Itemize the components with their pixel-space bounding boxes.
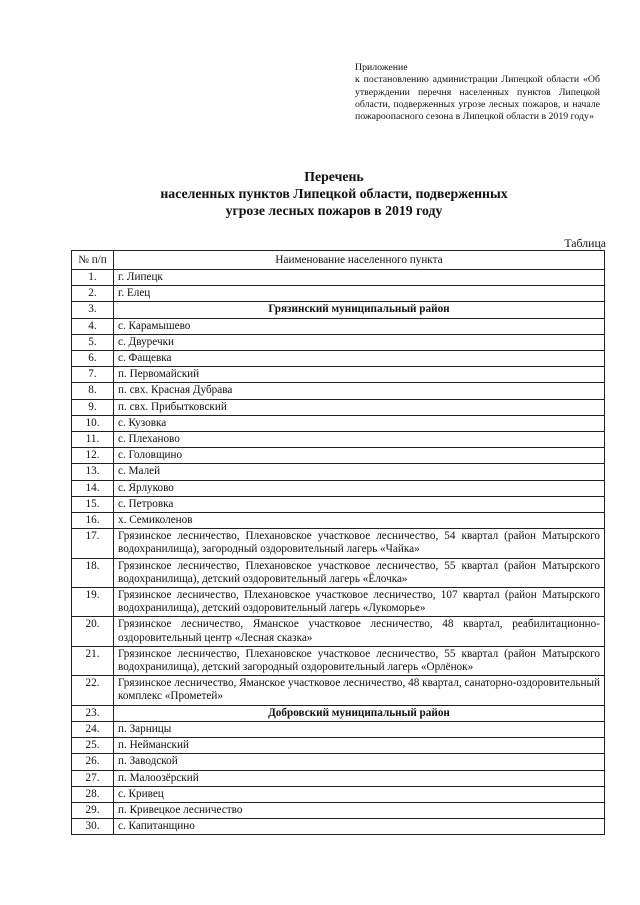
table-row: [72, 464, 605, 480]
row-number: 20.: [72, 617, 114, 646]
row-number: 5.: [72, 334, 114, 350]
settlement-name: с. Ярлуково: [114, 480, 605, 496]
settlement-name: п. Заводской: [114, 754, 605, 770]
settlement-name: п. свх. Прибытковский: [114, 399, 605, 415]
settlement-name: г. Липецк: [114, 270, 605, 286]
settlement-name: с. Плеханово: [114, 432, 605, 448]
table-row: [72, 529, 605, 558]
settlements-table: [71, 250, 605, 835]
row-number: 9.: [72, 399, 114, 415]
table-row: [72, 819, 605, 835]
table-row: [72, 721, 605, 737]
table-row: [72, 318, 605, 334]
table-row: [72, 415, 605, 431]
row-number: 18.: [72, 558, 114, 587]
settlement-name: Грязинское лесничество, Яманское участковое лесничество, 48 квартал, реабилитационно-оздоровительный центр «Лесная сказка»: [114, 617, 605, 646]
row-number: 23.: [72, 705, 114, 721]
settlement-name: п. Малоозёрский: [114, 770, 605, 786]
settlement-name: г. Елец: [114, 286, 605, 302]
settlement-name: с. Капитанщино: [114, 819, 605, 835]
document-title: [60, 168, 608, 219]
settlement-name: п. Кривецкое лесничество: [114, 802, 605, 818]
table-row: [72, 738, 605, 754]
table-row: [72, 676, 605, 705]
appendix-text: к постановлению администрации Липецкой области «Об утверждении перечня населенных пунктов Липецкой области, подверженных угрозе лесных пожаров, и начале пожароопасного сезона в Липецкой области в 2019 году»: [355, 74, 600, 123]
row-number: 27.: [72, 770, 114, 786]
table-row: [72, 558, 605, 587]
row-number: 8.: [72, 383, 114, 399]
table-row: [72, 802, 605, 818]
document-title-line-1: Перечень: [304, 169, 364, 184]
settlement-name: п. свх. Красная Дубрава: [114, 383, 605, 399]
row-number: 21.: [72, 646, 114, 675]
row-number: 26.: [72, 754, 114, 770]
settlement-name: с. Малей: [114, 464, 605, 480]
table-row: [72, 754, 605, 770]
row-number: 16.: [72, 513, 114, 529]
row-number: 15.: [72, 496, 114, 512]
settlement-name: п. Нейманский: [114, 738, 605, 754]
header-name: Наименование населенного пункта: [114, 251, 605, 270]
row-number: 25.: [72, 738, 114, 754]
row-number: 11.: [72, 432, 114, 448]
settlement-name: с. Карамышево: [114, 318, 605, 334]
row-number: 29.: [72, 802, 114, 818]
document-title-line-2: населенных пунктов Липецкой области, подверженных: [160, 186, 508, 201]
appendix-block: [355, 62, 600, 123]
table-row: [72, 270, 605, 286]
settlement-name: Грязинское лесничество, Плехановское участковое лесничество, 55 квартал (район Матырского водохранилища), детский оздоровительный лагерь «Ёлочка»: [114, 558, 605, 587]
settlement-name: с. Петровка: [114, 496, 605, 512]
row-number: 10.: [72, 415, 114, 431]
table-row: [72, 513, 605, 529]
settlement-name: п. Зарницы: [114, 721, 605, 737]
table-row: [72, 786, 605, 802]
row-number: 19.: [72, 588, 114, 617]
table-row: [72, 646, 605, 675]
settlement-name: с. Головщино: [114, 448, 605, 464]
row-number: 17.: [72, 529, 114, 558]
district-row: [72, 302, 605, 318]
row-number: 6.: [72, 351, 114, 367]
settlement-name: Грязинское лесничество, Плехановское участковое лесничество, 54 квартал (район Матырского водохранилища), загородный оздоровительный лагерь «Чайка»: [114, 529, 605, 558]
table-row: [72, 448, 605, 464]
table-row: [72, 770, 605, 786]
row-number: 13.: [72, 464, 114, 480]
district-row: [72, 705, 605, 721]
settlement-name: Грязинское лесничество, Плехановское участковое лесничество, 107 квартал (район Матырского водохранилища), детский оздоровительный лагерь «Лукоморье»: [114, 588, 605, 617]
table-row: [72, 351, 605, 367]
appendix-title: Приложение: [355, 62, 408, 73]
row-number: 2.: [72, 286, 114, 302]
table-row: [72, 399, 605, 415]
row-number: 4.: [72, 318, 114, 334]
table-row: [72, 367, 605, 383]
settlement-name: с. Фащевка: [114, 351, 605, 367]
table-row: [72, 617, 605, 646]
table-row: [72, 383, 605, 399]
settlement-name: х. Семиколенов: [114, 513, 605, 529]
settlement-name: Грязинское лесничество, Яманское участковое лесничество, 48 квартал, санаторно-оздоровительный комплекс «Прометей»: [114, 676, 605, 705]
row-number: 24.: [72, 721, 114, 737]
settlement-name: с. Кривец: [114, 786, 605, 802]
table-row: [72, 588, 605, 617]
district-name: Грязинский муниципальный район: [114, 302, 605, 318]
row-number: 22.: [72, 676, 114, 705]
table-row: [72, 334, 605, 350]
row-number: 28.: [72, 786, 114, 802]
table-row: [72, 286, 605, 302]
row-number: 1.: [72, 270, 114, 286]
table-body: [72, 270, 605, 835]
row-number: 7.: [72, 367, 114, 383]
table-header-row: [72, 251, 605, 270]
district-name: Добровский муниципальный район: [114, 705, 605, 721]
row-number: 30.: [72, 819, 114, 835]
settlement-name: п. Первомайский: [114, 367, 605, 383]
row-number: 12.: [72, 448, 114, 464]
table-row: [72, 496, 605, 512]
settlement-name: с. Кузовка: [114, 415, 605, 431]
settlement-name: с. Двуречки: [114, 334, 605, 350]
table-caption: Таблица: [564, 236, 606, 250]
row-number: 14.: [72, 480, 114, 496]
settlement-name: Грязинское лесничество, Плехановское участковое лесничество, 55 квартал (район Матырского водохранилища), детский загородный оздоровительный лагерь «Орлёнок»: [114, 646, 605, 675]
document-title-line-3: угрозе лесных пожаров в 2019 году: [225, 203, 443, 218]
table-row: [72, 432, 605, 448]
table-row: [72, 480, 605, 496]
row-number: 3.: [72, 302, 114, 318]
header-number: № п/п: [72, 251, 114, 270]
